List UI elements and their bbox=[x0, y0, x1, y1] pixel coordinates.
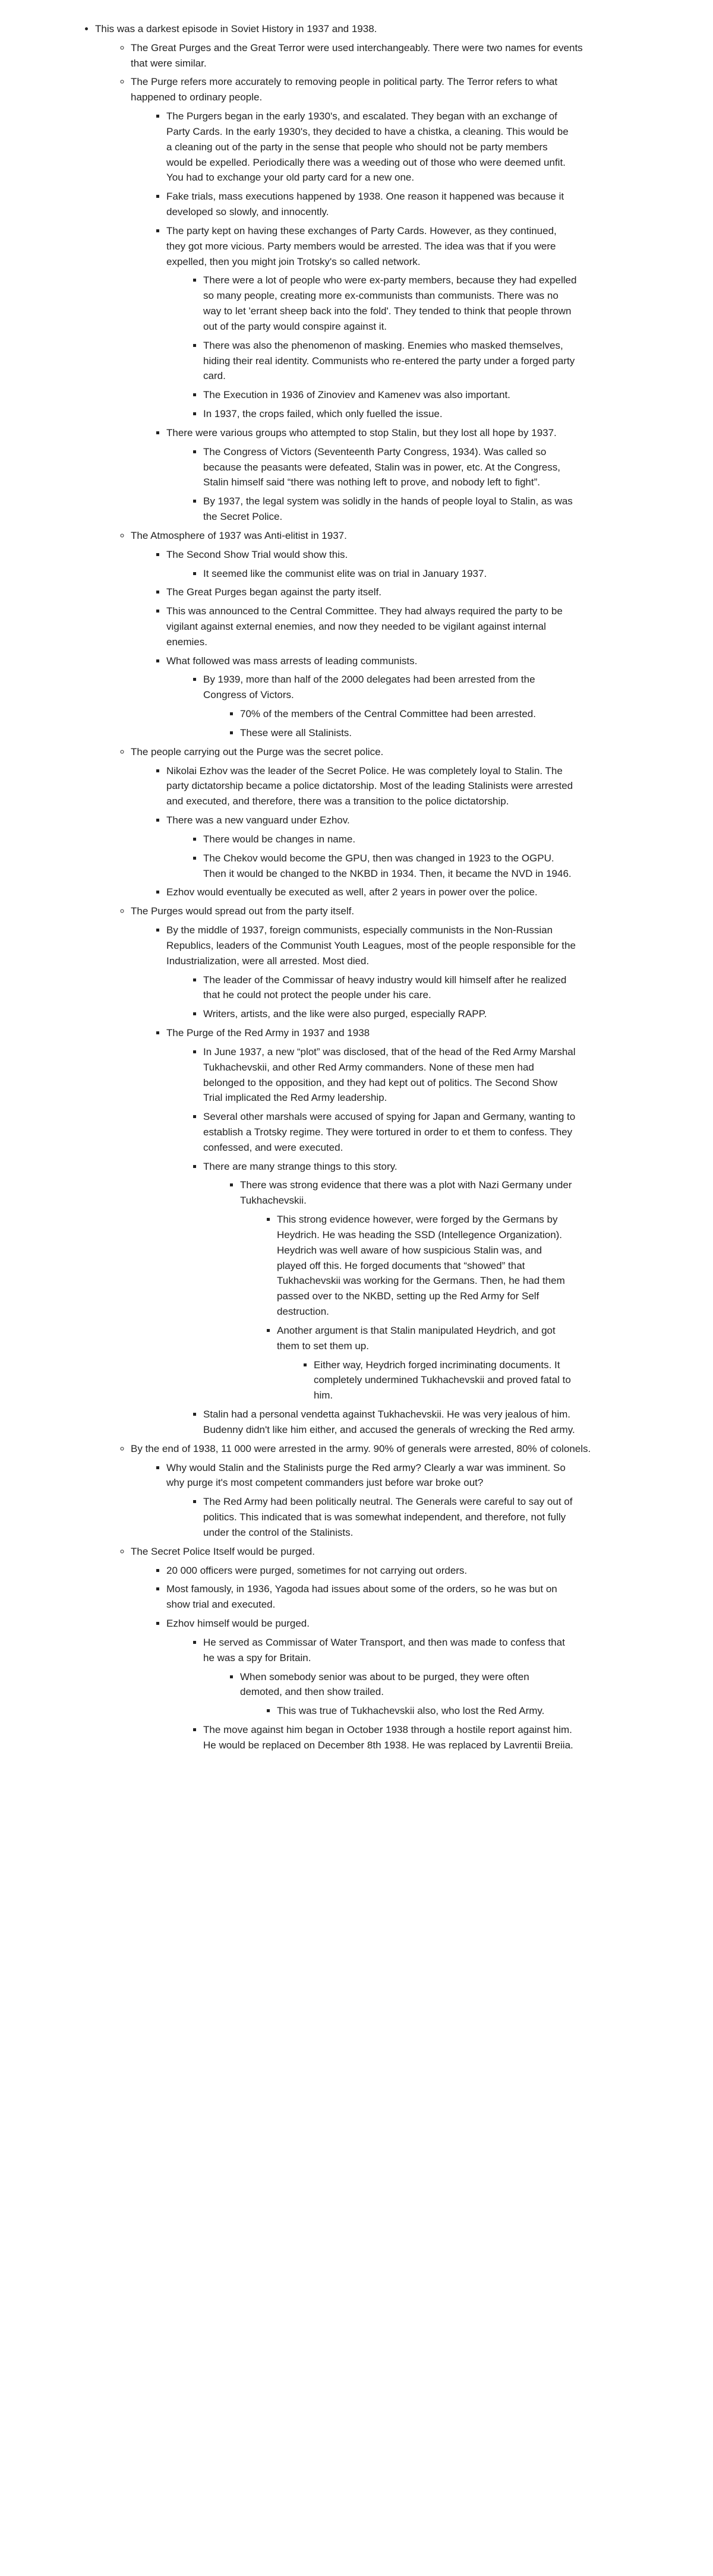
item-text: He served as Commissar of Water Transport, and then was made to confess that he was a spy for Britain. bbox=[203, 1636, 565, 1663]
sub-list bbox=[166, 444, 576, 525]
list-item bbox=[131, 528, 594, 741]
sub-list bbox=[131, 109, 594, 525]
item-text: Ezhov would eventually be executed as well, after 2 years in power over the police. bbox=[166, 886, 538, 898]
list-item bbox=[131, 1544, 594, 1753]
item-text: The Red Army had been politically neutral. The Generals were careful to say out of politics. This indicated that is was somewhat independent, and therefore, not fully under the control of the Stalinists. bbox=[203, 1496, 573, 1538]
sub-list bbox=[203, 706, 578, 741]
item-text: This was a darkest episode in Soviet History in 1937 and 1938. bbox=[95, 23, 377, 34]
list-item bbox=[203, 832, 578, 847]
list-item bbox=[166, 923, 576, 1022]
list-item bbox=[240, 706, 573, 722]
list-item bbox=[131, 40, 594, 71]
sub-list bbox=[240, 1212, 573, 1403]
sub-list bbox=[166, 1494, 576, 1540]
item-text: The Execution in 1936 of Zinoviev and Kamenev was also important. bbox=[203, 389, 510, 401]
sub-list bbox=[166, 566, 576, 582]
list-item bbox=[166, 223, 576, 422]
list-item bbox=[95, 21, 713, 1753]
sub-list bbox=[131, 923, 594, 1438]
list-item bbox=[203, 1635, 578, 1719]
item-text: By 1937, the legal system was solidly in the hands of people loyal to Stalin, as was the Secret Police. bbox=[203, 495, 573, 523]
list-item bbox=[166, 1616, 576, 1753]
item-text: This was announced to the Central Committee. They had always required the party to be vigilant against external enemies, and now they needed to be vigilant against internal enemies. bbox=[166, 605, 563, 648]
list-item bbox=[203, 1044, 578, 1106]
item-text: By 1939, more than half of the 2000 delegates had been arrested from the Congress of Victors. bbox=[203, 674, 535, 701]
item-text: The Purge refers more accurately to removing people in political party. The Terror refers to what happened to ordinary people. bbox=[131, 76, 558, 103]
list-item bbox=[166, 1563, 576, 1579]
item-text: The Purge of the Red Army in 1937 and 1938 bbox=[166, 1027, 370, 1039]
item-text: In June 1937, a new “plot” was disclosed, that of the head of the Red Army Marshal Tukhachevskii, and other Red Army commanders. None of these men had belonged to the opposition, and they had kept out of politics. The Second Show Trial implicated the Red Army leadership. bbox=[203, 1046, 576, 1104]
sub-list bbox=[203, 1177, 578, 1403]
list-item bbox=[203, 672, 578, 740]
item-text: This was true of Tukhachevskii also, who lost the Red Army. bbox=[277, 1705, 545, 1717]
sub-list bbox=[203, 1669, 578, 1719]
item-text: Most famously, in 1936, Yagoda had issues about some of the orders, so he was but on show trial and executed. bbox=[166, 1583, 557, 1611]
sub-list bbox=[131, 1460, 594, 1540]
item-text: Nikolai Ezhov was the leader of the Secret Police. He was completely loyal to Stalin. The party dictatorship became a police dictatorship. Most of the leading Stalinists were arrested and executed, and therefore, there was a transition to the police dictatorship. bbox=[166, 765, 573, 807]
list-item bbox=[203, 566, 578, 582]
list-item bbox=[166, 189, 576, 220]
item-text: When somebody senior was about to be purged, they were often demoted, and then show trailed. bbox=[240, 1671, 529, 1698]
item-text: Writers, artists, and the like were also purged, especially RAPP. bbox=[203, 1008, 487, 1020]
item-text: Either way, Heydrich forged incriminating documents. It completely undermined Tukhachevskii and proved fatal to him. bbox=[314, 1359, 571, 1401]
list-item bbox=[203, 273, 578, 334]
item-text: The Atmosphere of 1937 was Anti-elitist in 1937. bbox=[131, 529, 347, 541]
list-item bbox=[203, 1159, 578, 1403]
item-text: Stalin had a personal vendetta against Tukhachevskii. He was very jealous of him. Budenny didn't like him either, and accused the generals of wrecking the Red army. bbox=[203, 1409, 575, 1435]
list-item bbox=[203, 973, 578, 1003]
list-item bbox=[131, 744, 594, 900]
item-text: There was strong evidence that there was a plot with Nazi Germany under Tukhachevskii. bbox=[240, 1179, 572, 1207]
sub-list bbox=[166, 273, 576, 421]
item-text: The Great Purges and the Great Terror were used interchangeably. There were two names for events that were similar. bbox=[131, 42, 583, 69]
list-item bbox=[203, 1722, 578, 1753]
list-item bbox=[203, 1006, 578, 1022]
list-item bbox=[203, 1407, 578, 1438]
item-text: Fake trials, mass executions happened by 1938. One reason it happened was because it developed so slowly, and innocently. bbox=[166, 191, 564, 218]
item-text: There was also the phenomenon of masking. Enemies who masked themselves, hiding their real identity. Communists who re-entered the party under a forged party card. bbox=[203, 339, 575, 382]
item-text: Another argument is that Stalin manipulated Heydrich, and got them to set them up. bbox=[277, 1324, 556, 1352]
item-text: 20 000 officers were purged, sometimes for not carrying out orders. bbox=[166, 1564, 468, 1576]
item-text: The party kept on having these exchanges of Party Cards. However, as they continued, they got more vicious. Party members would be arrested. The idea was that if you were expelled, then you might join Trotsky's so called network. bbox=[166, 225, 557, 267]
sub-list bbox=[131, 763, 594, 901]
list-item bbox=[166, 885, 576, 900]
sub-list bbox=[277, 1358, 574, 1403]
item-text: The people carrying out the Purge was the secret police. bbox=[131, 746, 384, 757]
sub-list bbox=[166, 1635, 576, 1753]
item-text: Ezhov himself would be purged. bbox=[166, 1618, 310, 1630]
list-item bbox=[240, 1669, 573, 1719]
item-text: 70% of the members of the Central Committee had been arrested. bbox=[240, 708, 536, 720]
list-item bbox=[203, 406, 578, 422]
list-item bbox=[203, 444, 578, 490]
list-item bbox=[203, 387, 578, 403]
item-text: Several other marshals were accused of spying for Japan and Germany, wanting to establish a Trotsky regime. They were tortured in order to et them to confess. They confessed, and were executed. bbox=[203, 1111, 576, 1153]
list-item bbox=[166, 654, 576, 741]
list-item bbox=[240, 1177, 573, 1403]
item-text: Why would Stalin and the Stalinists purge the Red army? Clearly a war was imminent. So why purge it's most competent commanders just before war broke out? bbox=[166, 1461, 566, 1489]
sub-list bbox=[166, 973, 576, 1022]
item-text: It seemed like the communist elite was on trial in January 1937. bbox=[203, 567, 487, 579]
list-item bbox=[203, 1494, 578, 1540]
item-text: These were all Stalinists. bbox=[240, 727, 352, 738]
item-text: There was a new vanguard under Ezhov. bbox=[166, 815, 350, 826]
list-item bbox=[166, 547, 576, 582]
list-item bbox=[203, 1109, 578, 1155]
list-item bbox=[240, 725, 573, 741]
list-item bbox=[166, 109, 576, 185]
list-item bbox=[131, 1441, 594, 1540]
item-text: By the middle of 1937, foreign communists, especially communists in the Non-Russian Republics, leaders of the Communist Youth Leagues, most of the people responsible for the Industrialization, were all arrested. Most died. bbox=[166, 924, 576, 967]
list-item bbox=[131, 74, 594, 524]
item-text: The Purges would spread out from the party itself. bbox=[131, 905, 355, 917]
sub-list bbox=[166, 1044, 576, 1438]
item-text: There would be changes in name. bbox=[203, 833, 356, 845]
list-item bbox=[166, 763, 576, 809]
list-item bbox=[166, 1581, 576, 1612]
item-text: There are many strange things to this story. bbox=[203, 1160, 397, 1172]
list-item bbox=[166, 585, 576, 600]
sub-list bbox=[166, 672, 576, 740]
item-text: The Second Show Trial would show this. bbox=[166, 548, 348, 560]
item-text: The Great Purges began against the party itself. bbox=[166, 586, 381, 598]
list-item bbox=[203, 494, 578, 525]
list-item bbox=[277, 1212, 574, 1319]
item-text: The move against him began in October 1938 through a hostile report against him. He would be replaced on December 8th 1938. He was replaced by Lavrentii Breiia. bbox=[203, 1723, 573, 1751]
list-item bbox=[314, 1358, 575, 1403]
list-item bbox=[166, 604, 576, 649]
list-item bbox=[203, 851, 578, 882]
sub-list bbox=[131, 1563, 594, 1753]
item-text: The leader of the Commissar of heavy industry would kill himself after he realized that he could not protect the people under his care. bbox=[203, 974, 567, 1001]
item-text: There were a lot of people who were ex-party members, because they had expelled so many people, creating more ex-communists than communists. There was no way to let 'errant sheep back into the fold'. They tended to think that people thrown out of the party would conspire against it. bbox=[203, 274, 577, 332]
item-text: The Chekov would become the GPU, then was changed in 1923 to the OGPU. Then it would be changed to the NKBD in 1934. Then, it became the NVD in 1946. bbox=[203, 852, 572, 879]
sub-list bbox=[95, 40, 713, 1753]
list-item bbox=[277, 1703, 574, 1719]
item-text: The Purgers began in the early 1930's, and escalated. They began with an exchange of Party Cards. In the early 1930's, they decided to have a chistka, a cleaning. This would be a cleaning out of the party in the sense that people who should not be party members would be expelled. Periodically there was a weeding out of those who were deemed unfit. You had to exchange your old party card for a new one. bbox=[166, 111, 569, 184]
outline-list bbox=[0, 21, 618, 1753]
item-text: There were various groups who attempted to stop Stalin, but they lost all hope by 1937. bbox=[166, 427, 557, 438]
list-item bbox=[166, 813, 576, 881]
item-text: By the end of 1938, 11 000 were arrested in the army. 90% of generals were arrested, 80% of colonels. bbox=[131, 1442, 591, 1454]
item-text: What followed was mass arrests of leading communists. bbox=[166, 655, 418, 667]
sub-list bbox=[131, 547, 594, 741]
list-item bbox=[131, 904, 594, 1438]
list-item bbox=[166, 1460, 576, 1540]
item-text: This strong evidence however, were forged by the Germans by Heydrich. He was heading the SSD (Intellegence Organization). Heydrich was well aware of how suspicious Stalin was, and played off this. He forged documents that “showed” that Tukhachevskii was working for the Germans. Then, he had them passed over to the NKBD, setting up the Red Army for Self destruction. bbox=[277, 1214, 565, 1318]
item-text: The Congress of Victors (Seventeenth Party Congress, 1934). Was called so because the peasants were defeated, Stalin was in power, etc. At the Congress, Stalin himself said “there was nothing left to prove, and nobody left to fight”. bbox=[203, 446, 561, 488]
list-item bbox=[203, 338, 578, 384]
item-text: In 1937, the crops failed, which only fuelled the issue. bbox=[203, 408, 443, 420]
item-text: The Secret Police Itself would be purged. bbox=[131, 1545, 315, 1557]
sub-list bbox=[240, 1703, 573, 1719]
list-item bbox=[277, 1323, 574, 1403]
list-item bbox=[166, 425, 576, 525]
sub-list bbox=[166, 832, 576, 881]
list-item bbox=[166, 1025, 576, 1438]
